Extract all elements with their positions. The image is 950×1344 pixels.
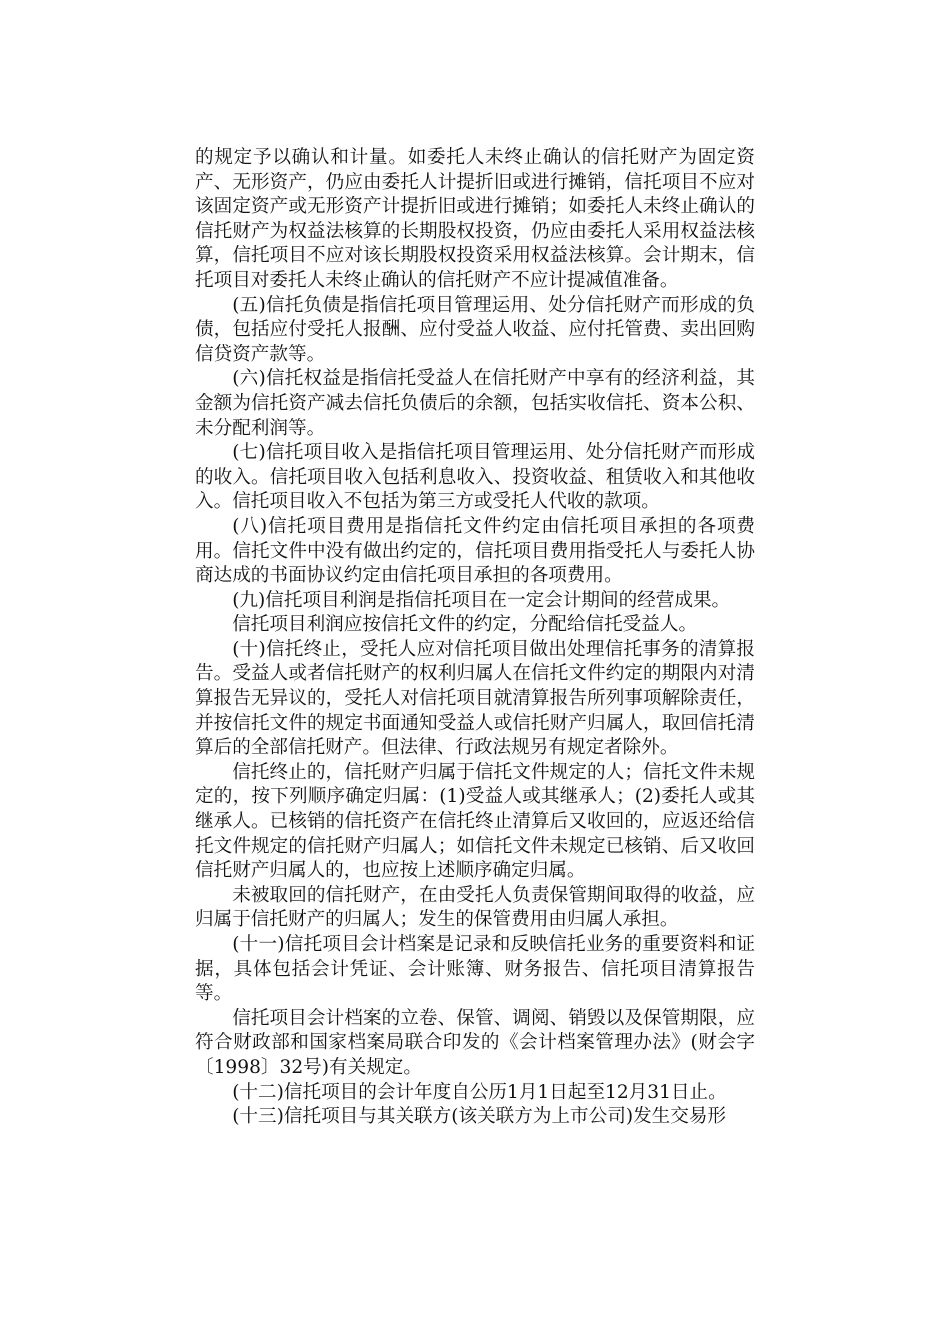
paragraph-trust-termination: (十)信托终止，受托人应对信托项目做出处理信托事务的清算报告。受益人或者信托财产的权利归属人在信托文件约定的期限内对清算报告无异议的，受托人对信托项目就清算报告所列事项解除责任，并按信托文件的规定书面通知受益人或信托财产归属人，取回信托清算后的全部信托财产。但法律、行政法规另有规定者除外。	[195, 638, 755, 759]
paragraph-fiscal-year: (十二)信托项目的会计年度自公历1月1日起至12月31日止。	[232, 1081, 727, 1103]
paragraph-unclaimed-property: 未被取回的信托财产，在由受托人负责保管期间取得的收益，应归属于信托财产的归属人；发生的保管费用由归属人承担。	[195, 884, 755, 931]
paragraph-related-party: (十三)信托项目与其关联方(该关联方为上市公司)发生交易形	[232, 1106, 727, 1128]
paragraph-profit-distribution: 信托项目利润应按信托文件的约定，分配给信托受益人。	[232, 614, 698, 636]
document-body	[195, 146, 755, 1130]
paragraph-archive-rules: 信托项目会计档案的立卷、保管、调阅、销毁以及保管期限，应符合财政部和国家档案局联合印发的《会计档案管理办法》(财会字〔1998〕32号)有关规定。	[195, 1007, 755, 1078]
paragraph-trust-expenses: (八)信托项目费用是指信托文件约定由信托项目承担的各项费用。信托文件中没有做出约定的，信托项目费用指受托人与委托人协商达成的书面协议约定由信托项目承担的各项费用。	[195, 515, 755, 587]
paragraph-trust-equity: (六)信托权益是指信托受益人在信托财产中享有的经济利益，其金额为信托资产减去信托负债后的余额，包括实收信托、资本公积、未分配利润等。	[195, 368, 755, 439]
paragraph-accounting-archives: (十一)信托项目会计档案是记录和反映信托业务的重要资料和证据，具体包括会计凭证、会计账簿、财务报告、信托项目清算报告等。	[195, 934, 755, 1005]
paragraph-intro: 的规定予以确认和计量。如委托人未终止确认的信托财产为固定资产、无形资产，仍应由委托人计提折旧或进行摊销，信托项目不应对该固定资产或无形资产计提折旧或进行摊销；如委托人未终止确认的信托财产为权益法核算的长期股权投资，仍应由委托人采用权益法核算，信托项目不应对该长期股权投资采用权益法核算。会计期末，信托项目对委托人未终止确认的信托财产不应计提减值准备。	[195, 147, 755, 291]
paragraph-property-attribution: 信托终止的，信托财产归属于信托文件规定的人；信托文件未规定的，按下列顺序确定归属：(1)受益人或其继承人；(2)委托人或其继承人。已核销的信托资产在信托终止清算后又收回的，应返还给信托文件规定的信托财产归属人；如信托文件未规定已核销、后又收回信托财产归属人的，也应按上述顺序确定归属。	[195, 761, 755, 882]
paragraph-trust-profit: (九)信托项目利润是指信托项目在一定会计期间的经营成果。	[232, 589, 731, 611]
paragraph-trust-liabilities: (五)信托负债是指信托项目管理运用、处分信托财产而形成的负债，包括应付受托人报酬、应付受益人收益、应付托管费、卖出回购信贷资产款等。	[195, 294, 755, 365]
paragraph-trust-income: (七)信托项目收入是指信托项目管理运用、处分信托财产而形成的收入。信托项目收入包括利息收入、投资收益、租赁收入和其他收入。信托项目收入不包括为第三方或受托人代收的款项。	[195, 442, 755, 513]
